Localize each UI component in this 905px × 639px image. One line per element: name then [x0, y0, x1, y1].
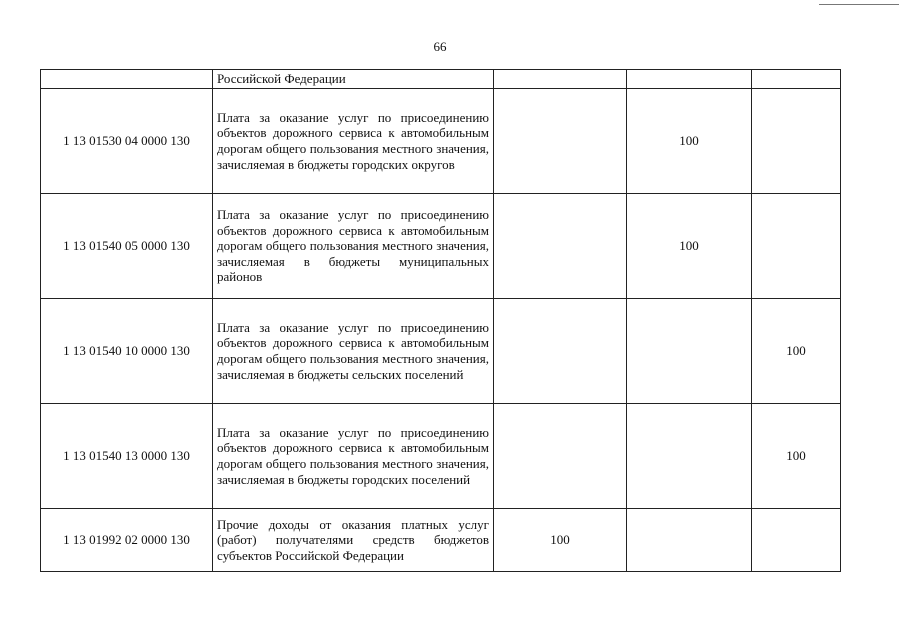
value-cell-2: [627, 70, 752, 89]
table-row-continuation: [41, 70, 841, 89]
code-cell: [41, 70, 213, 89]
description-cell: Плата за оказание услуг по присоединению объектов дорожного сервиса к автомобильным дорогам общего пользования местного значения, зачисляемая в бюджеты сельских поселений: [213, 299, 494, 404]
value-cell-1: [494, 70, 627, 89]
value-cell-1: [494, 404, 627, 509]
value-cell-3: [752, 509, 841, 572]
description-cell: Плата за оказание услуг по присоединению объектов дорожного сервиса к автомобильным дорогам общего пользования местного значения, зачисляемая в бюджеты городских поселений: [213, 404, 494, 509]
value-cell-2: [627, 509, 752, 572]
value-cell-1: [494, 89, 627, 194]
scan-edge-line: [819, 4, 899, 5]
table-row: [41, 299, 841, 404]
table-row: [41, 194, 841, 299]
value-cell-3: 100: [752, 404, 841, 509]
code-cell: 1 13 01992 02 0000 130: [41, 509, 213, 572]
table-row: [41, 89, 841, 194]
table-row: [41, 404, 841, 509]
code-cell: 1 13 01530 04 0000 130: [41, 89, 213, 194]
value-cell-1: [494, 299, 627, 404]
value-cell-3: [752, 70, 841, 89]
code-cell: 1 13 01540 10 0000 130: [41, 299, 213, 404]
value-cell-2: 100: [627, 194, 752, 299]
value-cell-3: [752, 194, 841, 299]
value-cell-1: [494, 194, 627, 299]
value-cell-2: [627, 299, 752, 404]
value-cell-3: 100: [752, 299, 841, 404]
description-cell: Прочие доходы от оказания платных услуг (работ) получателями средств бюджетов субъектов Российской Федерации: [213, 509, 494, 572]
code-cell: 1 13 01540 13 0000 130: [41, 404, 213, 509]
value-cell-1: 100: [494, 509, 627, 572]
description-cell: Российской Федерации: [213, 70, 494, 89]
page-number: 66: [433, 39, 447, 54]
table-row: [41, 509, 841, 572]
code-cell: 1 13 01540 05 0000 130: [41, 194, 213, 299]
value-cell-2: [627, 404, 752, 509]
value-cell-2: 100: [627, 89, 752, 194]
description-cell: Плата за оказание услуг по присоединению объектов дорожного сервиса к автомобильным дорогам общего пользования местного значения, зачисляемая в бюджеты муниципальных районов: [213, 194, 494, 299]
value-cell-3: [752, 89, 841, 194]
description-cell: Плата за оказание услуг по присоединению объектов дорожного сервиса к автомобильным дорогам общего пользования местного значения, зачисляемая в бюджеты городских округов: [213, 89, 494, 194]
revenue-table: [40, 69, 841, 572]
